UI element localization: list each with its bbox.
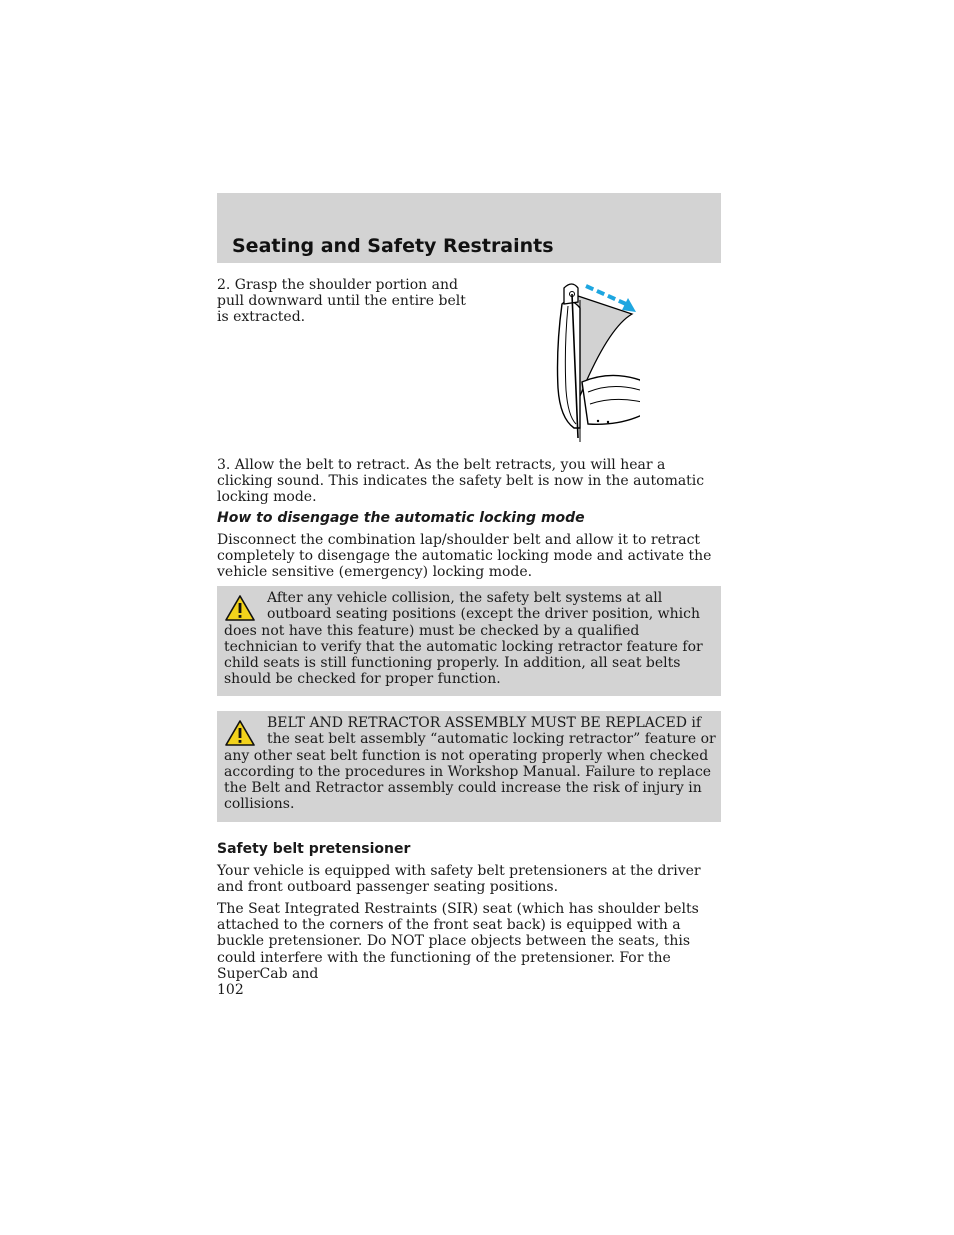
seat-belt-illustration	[550, 278, 640, 446]
warning-box-1	[217, 586, 721, 696]
page-number: 102	[217, 982, 244, 998]
pretensioner-heading: Safety belt pretensioner	[217, 841, 411, 857]
pretensioner-paragraph-2: The Seat Integrated Restraints (SIR) seat (which has shoulder belts attached to the corners of the front seat back) is equipped with a buckle pretensioner. Do NOT place objects between the seats, this could interfere with the functioning of the pretensioner. For the SuperCab and	[217, 901, 699, 982]
warning-text-1: After any vehicle collision, the safety belt systems at all outboard seating positions (except the driver position, which does not have this feature) must be checked by a qualified technician to verify that the automatic locking retractor feature for child seats is still functioning properly. In addition, all seat belts should be checked for proper function.	[224, 590, 703, 688]
section-title: Seating and Safety Restraints	[232, 235, 554, 257]
step-3-text: 3. Allow the belt to retract. As the belt retracts, you will hear a clicking sound. This indicates the safety belt is now in the automatic locking mode.	[217, 457, 705, 506]
disengage-body: Disconnect the combination lap/shoulder belt and allow it to retract completely to disengage the automatic locking mode and activate the vehicle sensitive (emergency) locking mode.	[217, 532, 712, 581]
warning-text-2: BELT AND RETRACTOR ASSEMBLY MUST BE REPLACED if the seat belt assembly “automatic locking retractor” feature or any other seat belt function is not operating properly when checked according to the procedures in Workshop Manual. Failure to replace the Belt and Retractor assembly could increase the risk of injury in collisions.	[224, 715, 716, 813]
pretensioner-paragraph-1: Your vehicle is equipped with safety belt pretensioners at the driver and front outboard passenger seating positions.	[217, 863, 701, 896]
warning-box-2	[217, 711, 721, 822]
step-2-text: 2. Grasp the shoulder portion and pull downward until the entire belt is extracted.	[217, 277, 466, 326]
disengage-heading: How to disengage the automatic locking mode	[217, 510, 585, 526]
section-header-band	[217, 193, 721, 263]
